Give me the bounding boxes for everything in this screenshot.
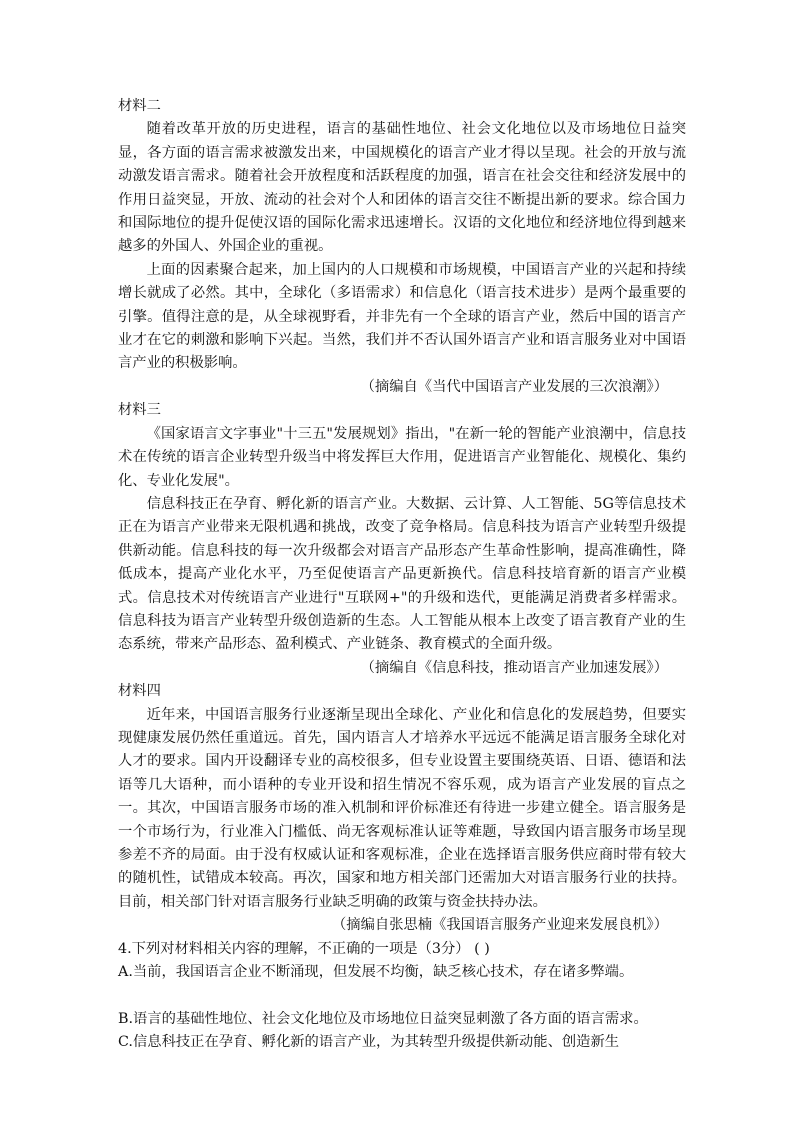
material-4-source: （摘编自张思楠《我国语言服务产业迎来发展良机》） [332, 917, 668, 934]
material-3-paragraph-1: 《国家语言文字事业"十三五"发展规划》指出，"在新一轮的智能产业浪潮中，信息技术在传统的语言企业转型升级当中将发挥巨大作用，促进语言产业智能化、规模化、集约化、专业化发展"。 [118, 425, 686, 489]
material-3-paragraph-2: 信息科技正在孕育、孵化新的语言产业。大数据、云计算、人工智能、5G等信息技术正在为语言产业带来无限机遇和挑战，改变了竞争格局。信息科技为语言产业转型升级提供新动能。信息科技的每一次升级都会对语言产品形态产生革命性影响，提高准确性，降低成本，提高产业化水平，乃至促使语言产品更新换代。信息科技培育新的语言产业模式。信息技术对传统语言产业进行"互联网+"的升级和迭代，更能满足消费者多样需求。信息科技为语言产业转型升级创造新的生态。人工智能从根本上改变了语言教育产业的生态系统，带来产品形态、盈利模式、产业链条、教育模式的全面升级。 [118, 495, 686, 653]
material-2-paragraph-2: 上面的因素聚合起来，加上国内的人口规模和市场规模，中国语言产业的兴起和持续增长就成了必然。其中，全球化（多语需求）和信息化（语言技术进步）是两个最重要的引擎。值得注意的是，从全球视野看，并非先有一个全球的语言产业，然后中国的语言产业才在它的刺激和影响下兴起。当然，我们并不否认国外语言产业和语言服务业对中国语言产业的积极影响。 [118, 261, 686, 372]
material-2-heading: 材料二 [118, 98, 161, 114]
option-a: A.当前，我国语言企业不断涌现，但发展不均衡，缺乏核心技术，存在诸多弊端。 [118, 964, 634, 981]
question-stem: 4.下列对材料相关内容的理解，不正确的一项是（3分） ( ) [118, 940, 490, 957]
document-page [118, 95, 686, 1055]
material-2-source: （摘编自《当代中国语言产业发展的三次浪潮》） [360, 378, 668, 395]
option-c: C.信息科技正在孕育、孵化新的语言产业，为其转型升级提供新动能、创造新生 [118, 1034, 620, 1051]
material-3-source: （摘编自《信息科技，推动语言产业加速发展》） [360, 659, 668, 676]
material-4-heading: 材料四 [118, 683, 161, 700]
blank-gap [118, 984, 686, 1007]
material-3-heading: 材料三 [118, 402, 161, 419]
material-4-paragraph-1: 近年来，中国语言服务行业逐渐呈现出全球化、产业化和信息化的发展趋势，但要实现健康发展仍然任重道远。首先，国内语言人才培养水平远远不能满足语言服务全球化对人才的要求。国内开设翻译专业的高校很多，但专业设置主要围绕英语、日语、德语和法语等几大语种，而小语种的专业开设和招生情况不容乐观，成为语言产业发展的盲点之一。其次，中国语言服务市场的准入机制和评价标准还有待进一步建立健全。语言服务是一个市场行为，行业准入门槛低、尚无客观标准认证等难题，导致国内语言服务市场呈现参差不齐的局面。由于没有权威认证和客观标准，企业在选择语言服务供应商时带有较大的随机性，试错成本较高。再次，国家和地方相关部门还需加大对语言服务行业的扶持。目前，相关部门针对语言服务行业缺乏明确的政策与资金扶持办法。 [118, 706, 686, 910]
material-2-paragraph-1: 随着改革开放的历史进程，语言的基础性地位、社会文化地位以及市场地位日益突显，各方面的语言需求被激发出来，中国规模化的语言产业才得以呈现。社会的开放与流动激发语言需求。随着社会开放程度和活跃程度的加强，语言在社会交往和经济发展中的作用日益突显，开放、流动的社会对个人和团体的语言交往不断提出新的要求。综合国力和国际地位的提升促使汉语的国际化需求迅速增长。汉语的文化地位和经济地位得到越来越多的外国人、外国企业的重视。 [118, 121, 686, 255]
option-b: B.语言的基础性地位、社会文化地位及市场地位日益突显刺激了各方面的语言需求。 [118, 1010, 648, 1027]
